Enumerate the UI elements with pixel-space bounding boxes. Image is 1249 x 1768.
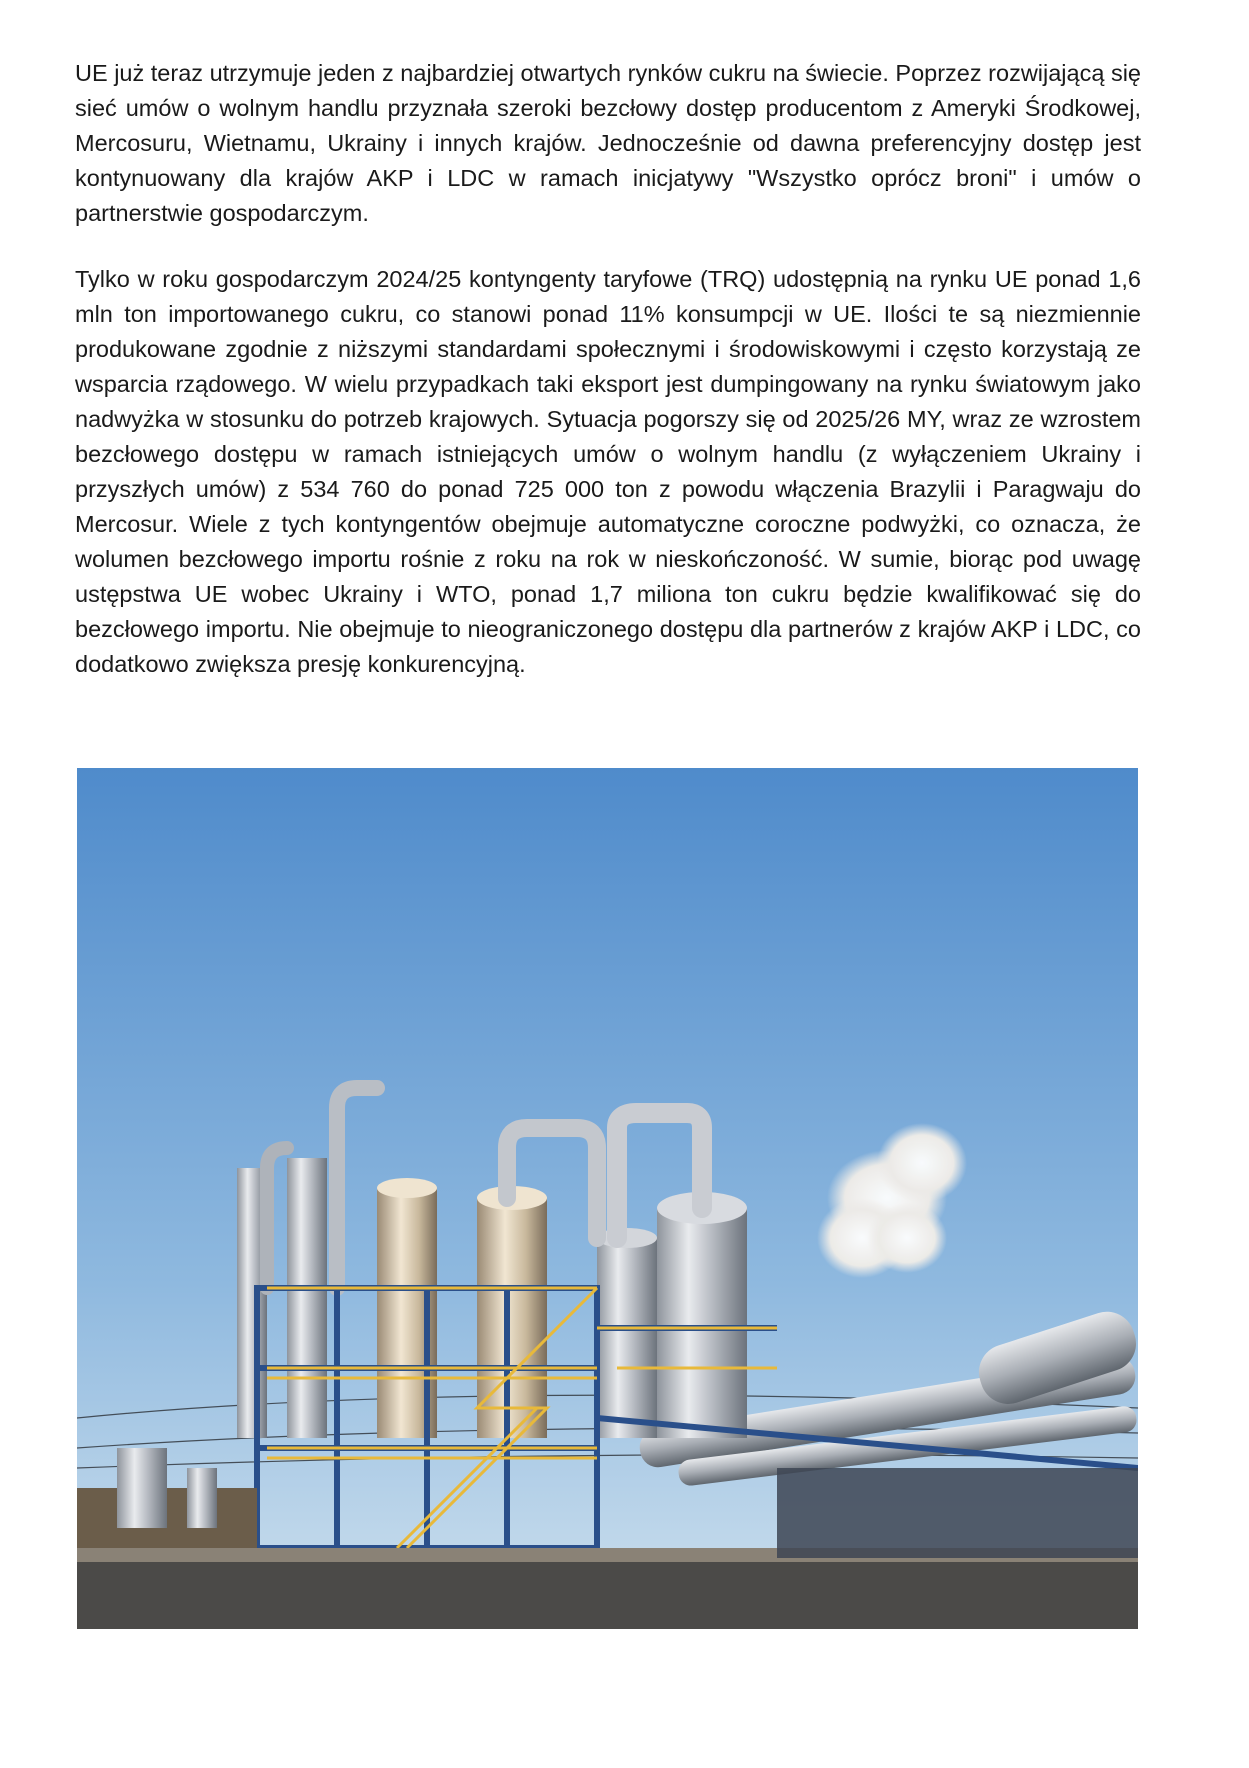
refinery-illustration (77, 768, 1138, 1629)
paragraph-trq-imports: Tylko w roku gospodarczym 2024/25 kontyngenty taryfowe (TRQ) udostępnią na rynku UE ponad 1,6 mln ton importowanego cukru, co stanowi ponad 11% konsumpcji w UE. Ilości te są niezmiennie produkowane zgodnie z niższymi standardami społecznymi i środowiskowymi i często korzystają ze wsparcia rządowego. W wielu przypadkach taki eksport jest dumpingowany na rynku światowym jako nadwyżka w stosunku do potrzeb krajowych. Sytuacja pogorszy się od 2025/26 MY, wraz ze wzrostem bezcłowego dostępu w ramach istniejących umów o wolnym handlu (z wyłączeniem Ukrainy i przyszłych umów) z 534 760 do ponad 725 000 ton z powodu włączenia Brazylii i Paragwaju do Mercosur. Wiele z tych kontyngentów obejmuje automatyczne coroczne podwyżki, co oznacza, że wolumen bezcłowego importu rośnie z roku na rok w nieskończoność. W sumie, biorąc pod uwagę ustępstwa UE wobec Ukrainy i WTO, ponad 1,7 miliona ton cukru będzie kwalifikować się do bezcłowego importu. Nie obejmuje to nieograniczonego dostępu dla partnerów z krajów AKP i LDC, co dodatkowo zwiększa presję konkurencyjną. (75, 266, 1141, 677)
refinery-photo (77, 768, 1138, 1629)
silos (237, 1158, 747, 1438)
paragraph-eu-open-market: UE już teraz utrzymuje jeden z najbardziej otwartych rynków cukru na świecie. Poprzez rozwijającą się sieć umów o wolnym handlu przyznała szeroki bezcłowy dostęp producentom z Ameryki Środkowej, Mercosuru, Wietnamu, Ukrainy i innych krajów. Jednocześnie od dawna preferencyjny dostęp jest kontynuowany dla krajów AKP i LDC w ramach inicjatywy "Wszystko oprócz broni" i umów o partnerstwie gospodarczym. (75, 60, 1141, 226)
